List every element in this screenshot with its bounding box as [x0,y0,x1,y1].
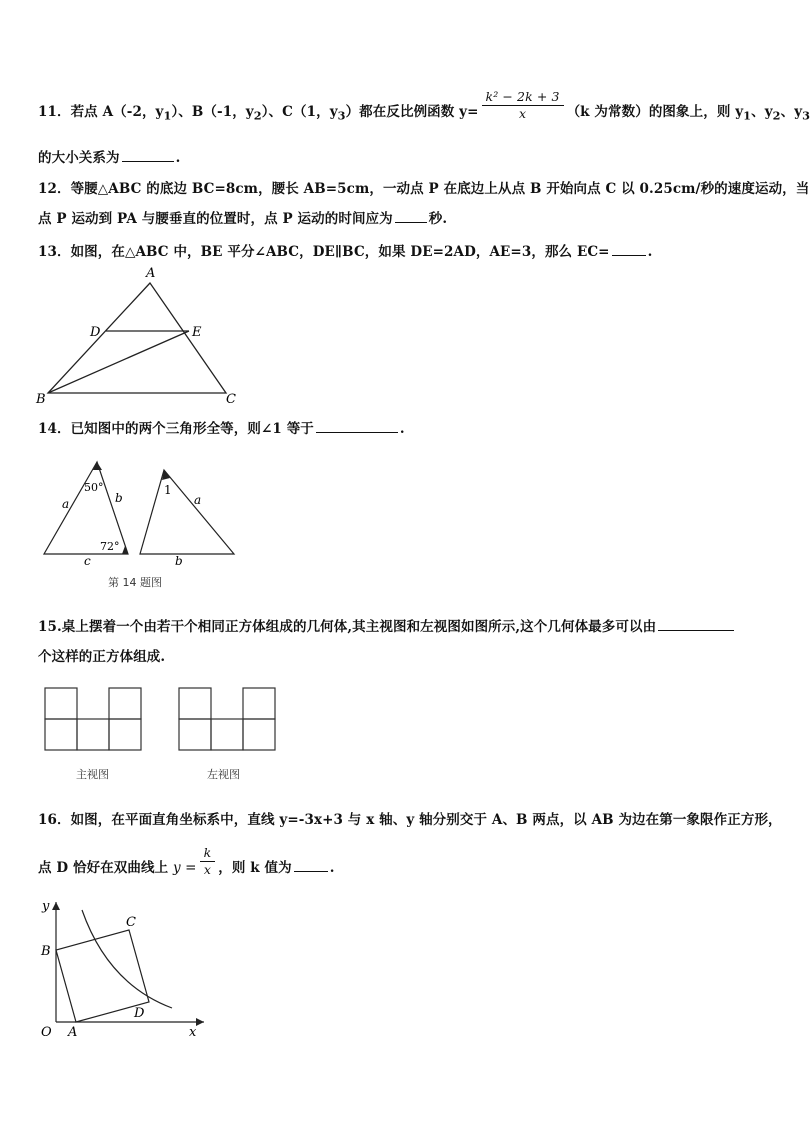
q16-label-C: C [126,915,136,930]
q11-text-part6: 、y [751,104,773,120]
q14-angle-72: 72° [100,540,120,553]
q16-line2-text: 点 D 恰好在双曲线上 [38,860,169,876]
q15-answer-blank[interactable] [658,629,734,631]
q11-line1 [38,89,810,123]
q13-label-E: E [192,325,202,340]
q14-angle-1: 1 [164,483,172,497]
q15-left-view-caption: 左视图 [207,768,240,781]
q15-front-view [44,687,144,753]
q11-sub-y3: 3 [802,108,810,123]
q14-figure-caption: 第 14 题图 [108,576,162,589]
q11-frac-numerator: k² − 2k + 3 [482,89,564,106]
q14-angle-50: 50° [84,481,104,494]
q13-label-C: C [226,392,236,407]
q14-line1 [38,417,405,437]
q14-side-b: b [115,491,123,505]
q12-line2-text: 点 P 运动到 PA 与腰垂直的位置时，点 P 运动的时间应为 [38,211,393,227]
q16-line2 [38,845,335,878]
q12-answer-blank[interactable] [395,221,427,223]
q12-line1-text: 12．等腰△ABC 的底边 BC=8cm，腰长 AB=5cm，一动点 P 在底边上从点 B 开始向点 C 以 0.25cm/秒的速度运动，当 [38,181,810,197]
q11-text-part7: 、y [780,104,803,120]
q15-left-view [178,687,278,753]
q11-text-part2: ）、B（-1，y [171,104,254,120]
q12-line2 [38,207,447,227]
q14-side-a2: a [194,493,202,507]
q14-text-end: . [399,421,405,437]
q13-triangle-figure [34,265,244,405]
q16-label-x: x [189,1025,197,1040]
q16-line2-middle: ，则 k 值为 [218,860,292,876]
q11-text-part3: ）、C（1，y [261,104,338,120]
q14-triangles-figure [38,458,248,568]
q12-line2-end: 秒. [428,211,448,227]
q12-line1 [38,177,809,197]
q11-sub1: 1 [163,108,172,123]
q15-line2 [38,645,165,665]
q11-sub3: 3 [337,108,346,123]
q13-label-B: B [36,392,46,407]
q11-text-part4: ）都在反比例函数 y= [345,104,479,120]
q11-line2 [38,146,180,166]
q16-frac-numerator: k [200,845,216,862]
q11-line2-text: 的大小关系为 [38,150,120,166]
q15-line1-text: 15.桌上摆着一个由若干个相同正方体组成的几何体,其主视图和左视图如图所示,这个几何体最多可以由 [38,619,657,635]
q16-label-A: A [68,1025,78,1040]
q11-answer-blank[interactable] [122,160,174,162]
q14-side-c: c [84,554,91,568]
q15-line1 [38,615,736,635]
q11-sub2: 2 [253,108,262,123]
q15-line2-text: 个这样的正方体组成. [38,649,166,665]
q11-text-part5: （k 为常数）的图象上，则 y [566,104,744,120]
q16-coordinate-figure [36,896,211,1041]
q14-side-a: a [62,497,70,511]
q13-answer-blank[interactable] [612,254,646,256]
q14-side-b2: b [175,554,183,568]
q16-frac-denominator: x [203,862,211,877]
q16-line2-end: . [329,860,335,876]
q14-answer-blank[interactable] [316,431,398,433]
q15-front-view-caption: 主视图 [76,768,109,781]
q16-label-y: y [42,899,50,914]
q16-label-B: B [41,944,51,959]
q16-frac-lhs: y = [173,860,197,876]
q16-label-D: D [134,1006,145,1021]
q13-label-D: D [90,325,101,340]
q16-line1-text: 16．如图，在平面直角坐标系中，直线 y=-3x+3 与 x 轴、y 轴分别交于 A、B 两点，以 AB 为边在第一象限作正方形， [38,812,782,828]
q13-text: 13．如图，在△ABC 中，BE 平分∠ABC，DE∥BC，如果 DE=2AD，AE=3，那么 EC= [38,244,610,260]
q11-frac-denominator: x [518,106,527,121]
q13-line1 [38,240,652,260]
q16-label-O: O [41,1025,52,1040]
q11-line2-end: . [175,150,181,166]
q16-fraction [200,845,216,878]
q16-line1 [38,808,782,828]
q11-sub-y1: 1 [743,108,752,123]
q13-label-A: A [146,266,156,281]
q11-sub-y2: 2 [772,108,781,123]
q16-answer-blank[interactable] [294,870,328,872]
q14-text: 14．已知图中的两个三角形全等，则∠1 等于 [38,421,314,437]
q11-fraction [482,89,564,122]
q11-text-part1: 11．若点 A（-2，y [38,104,164,120]
q13-text-end: . [647,244,653,260]
